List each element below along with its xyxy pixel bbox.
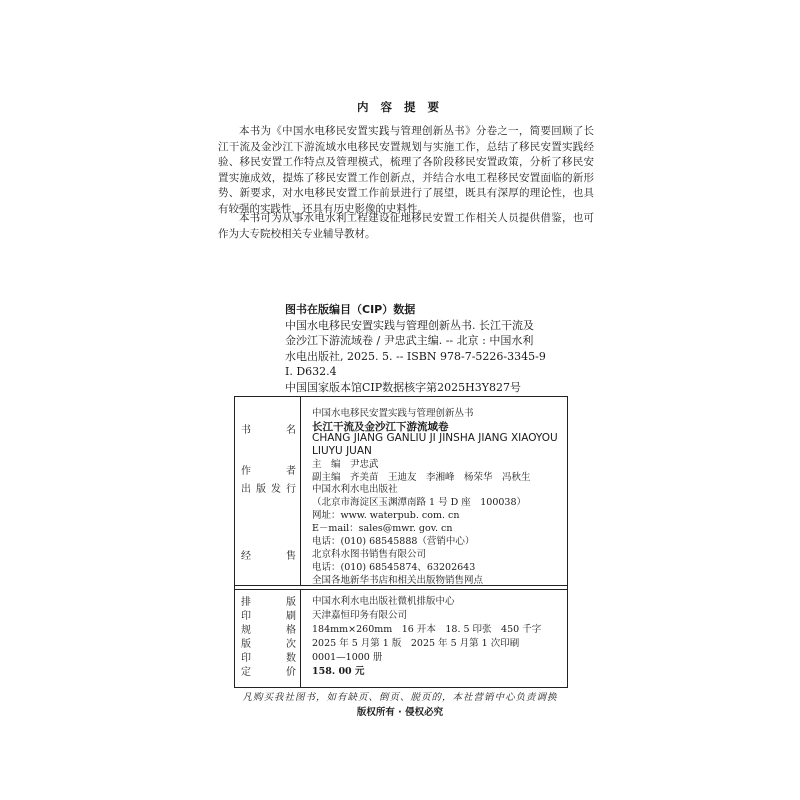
book-title-label: 书 名 <box>241 425 296 436</box>
book-title: 长江干流及金沙江下游流域卷 <box>312 421 449 433</box>
cip-line: 中国水电移民安置实践与管理创新丛书. 长江干流及 <box>285 318 534 332</box>
seller-name: 北京科水图书销售有限公司 <box>312 549 427 560</box>
printer-label: 印 刷 <box>241 611 296 622</box>
chief-editor: 主 编 尹忠武 <box>312 459 379 470</box>
cip-line: 水电出版社, 2025. 5. -- ISBN 978-7-5226-3345-9 <box>285 349 546 363</box>
typeset-label: 排 版 <box>241 597 296 608</box>
series-name: 中国水电移民安置实践与管理创新丛书 <box>312 408 474 419</box>
cip-line: 金沙江下游流域卷 / 尹忠武主编. -- 北京 : 中国水利 <box>285 334 534 347</box>
publisher-name: 中国水利水电出版社 <box>312 484 398 495</box>
publication-info-top <box>235 397 567 586</box>
publication-info-table <box>234 396 568 688</box>
print-count-label: 印 数 <box>241 653 296 664</box>
price-label: 定 价 <box>241 667 296 678</box>
spec-label: 规 格 <box>241 625 296 636</box>
footer-rights: 版权所有 · 侵权必究 <box>356 707 444 718</box>
summary-paragraph-1: 本书为《中国水电移民安置实践与管理创新丛书》分卷之一，简要回顾了长江干流及金沙江下游流域水电移民安置规划与实施工作，总结了移民安置实践经验、移民安置工作特点及管理模式，梳理了各阶段移民安置政策，分析了移民安置实施成效，提炼了移民安置工作创新点，并结合水电工程移民安置面临的新形势、新要求，对水电移民安置工作前景进行了展望，既具有深厚的理论性，也具有较强的实践性，还具有历史影像的史料性。 <box>218 125 594 215</box>
deputy-editors: 副主编 齐美苗 王迪友 李湘峰 杨荣华 冯秋生 <box>312 472 531 483</box>
summary-paragraph-2: 本书可为从事水电水利工程建设征地移民安置工作相关人员提供借鉴，也可作为大专院校相关专业辅导教材。 <box>218 212 594 240</box>
publisher-email: E－mail：sales@mwr. gov. cn <box>312 523 453 534</box>
print-count-value: 0001—1000 册 <box>312 652 383 663</box>
column-divider <box>300 397 301 585</box>
column-divider <box>300 590 301 688</box>
cip-line: Ⅰ. D632.4 <box>285 365 337 378</box>
publication-info-bottom <box>235 589 567 688</box>
seller-label: 经 售 <box>241 551 296 562</box>
typeset-value: 中国水利水电出版社微机排版中心 <box>312 596 455 607</box>
publisher-address: （北京市海淀区玉渊潭南路 1 号 D 座 100038） <box>312 497 527 508</box>
book-title-pinyin: LIUYU JUAN <box>312 445 372 457</box>
seller-phone: 电话：(010) 68545874、63202643 <box>312 562 476 573</box>
price-value: 158. 00 元 <box>312 666 365 677</box>
publisher-phone: 电话：(010) 68545888（营销中心） <box>312 536 475 547</box>
footer-note: 凡购买我社图书，如有缺页、倒页、脱页的，本社营销中心负责调换 <box>242 692 558 703</box>
book-title-pinyin: CHANG JIANG GANLIU JI JINSHA JIANG XIAOYOU <box>312 432 558 444</box>
cip-block <box>285 302 585 395</box>
summary-title: 内 容 提 要 <box>356 100 443 114</box>
author-label: 作 者 <box>241 466 296 477</box>
cip-heading: 图书在版编目（CIP）数据 <box>285 303 416 316</box>
printer-value: 天津嘉恒印务有限公司 <box>312 610 408 621</box>
publisher-website: 网址：www. waterpub. com. cn <box>312 510 460 521</box>
publisher-label: 出 版 发 行 <box>241 484 296 495</box>
seller-network: 全国各地新华书店和相关出版物销售网点 <box>312 575 484 586</box>
cip-line: 中国国家版本馆CIP数据核字第2025H3Y827号 <box>285 380 522 394</box>
spec-value: 184mm×260mm 16 开本 18. 5 印张 450 千字 <box>312 624 542 635</box>
edition-value: 2025 年 5 月第 1 版 2025 年 5 月第 1 次印刷 <box>312 638 520 649</box>
edition-label: 版 次 <box>241 639 296 650</box>
